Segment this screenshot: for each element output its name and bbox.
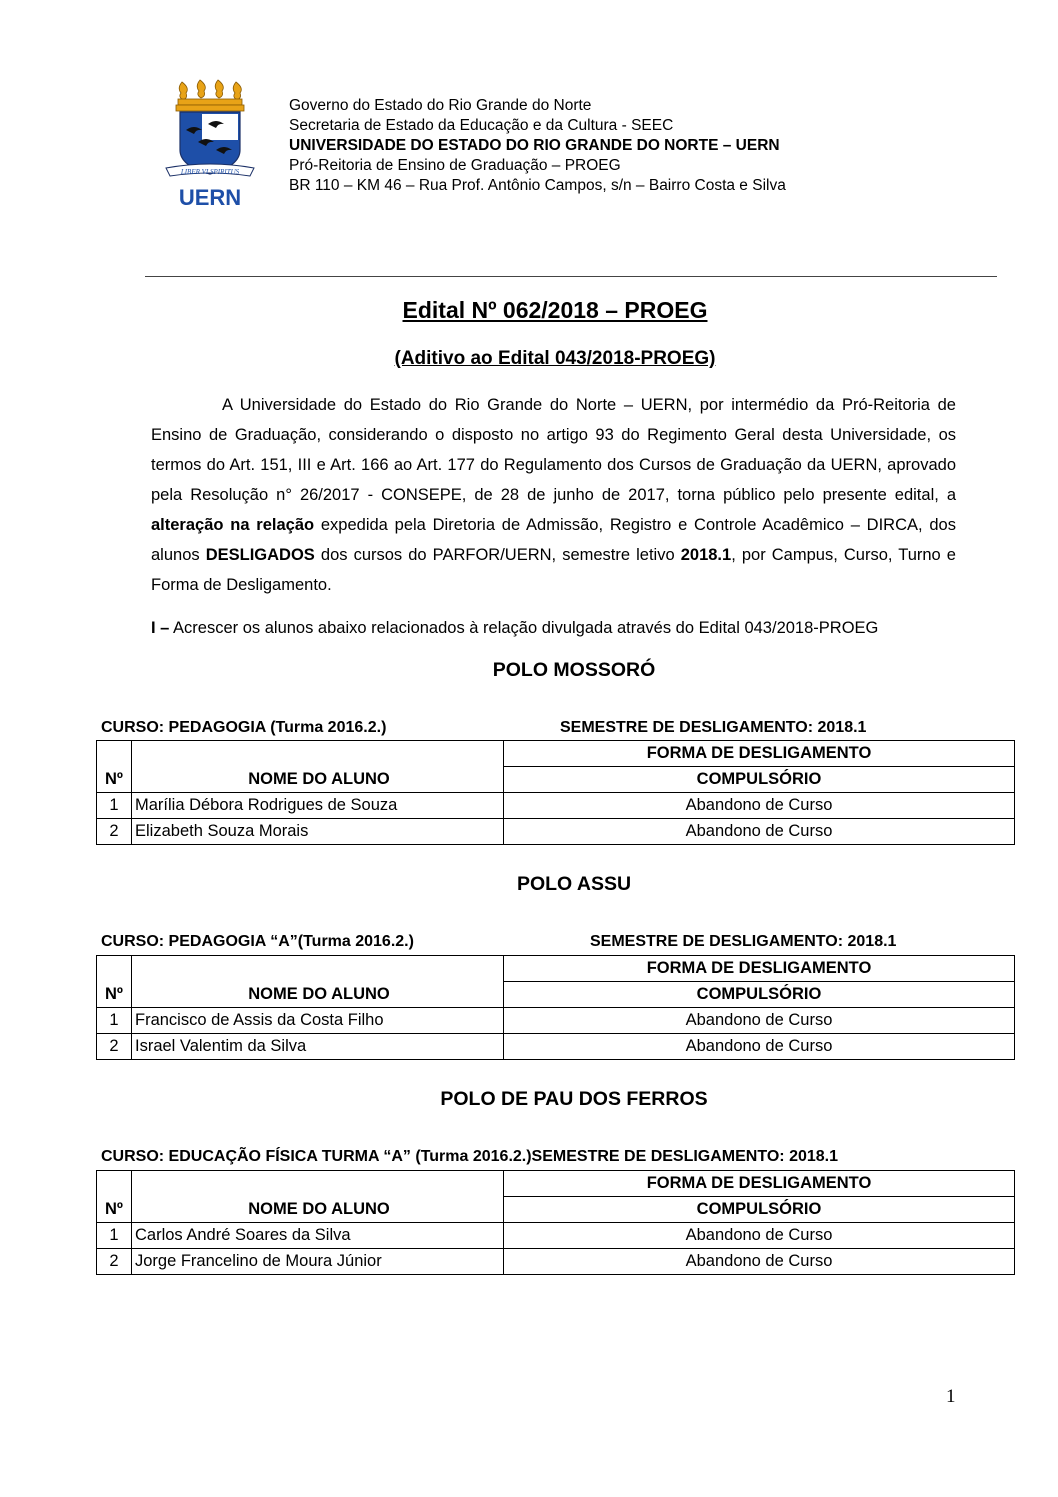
letterhead-line-2: Secretaria de Estado da Educação e da Cultura - SEEC: [289, 117, 674, 134]
header-num: Nº: [97, 1171, 132, 1223]
row-forma: Abandono de Curso: [504, 1034, 1015, 1060]
table-row: [97, 819, 1015, 845]
item-i: [151, 619, 878, 638]
row-num: 1: [97, 1223, 132, 1249]
table-row: [97, 1008, 1015, 1034]
svg-text:UERN: UERN: [178, 185, 242, 210]
letterhead-line-4: Pró-Reitoria de Ensino de Graduação – PROEG: [289, 157, 621, 174]
row-num: 2: [97, 819, 132, 845]
uern-logo: [160, 78, 260, 210]
header-compulsorio: COMPULSÓRIO: [504, 1197, 1015, 1223]
table-row: [97, 1223, 1015, 1249]
row-name: Elizabeth Souza Morais: [132, 819, 504, 845]
header-forma: FORMA DE DESLIGAMENTO: [504, 741, 1015, 767]
students-table: [96, 955, 1015, 1060]
row-name: Jorge Francelino de Moura Júnior: [132, 1249, 504, 1275]
document-subtitle: (Aditivo ao Edital 043/2018-PROEG): [394, 348, 716, 369]
row-num: 1: [97, 793, 132, 819]
table-row: [97, 1034, 1015, 1060]
body-text-1: A Universidade do Estado do Rio Grande do Norte – UERN, por intermédio da Pró-Reitoria de Ensino de Graduação, considerando o disposto no artigo 93 do Regimento Geral desta Universidade, os termos do Art. 151, III e Art. 166 ao Art. 177 do Regulamento dos Cursos de Graduação da UERN, aprovado pela Resolução n° 26/2017 - CONSEPE, de 28 de junho de 2017, torna público pelo presente edital, a: [151, 396, 956, 504]
body-bold-3: 2018.1: [680, 546, 732, 564]
header-name: NOME DO ALUNO: [132, 1171, 504, 1223]
curso-label: CURSO: EDUCAÇÃO FÍSICA TURMA “A” (Turma 2016.2.)SEMESTRE DE DESLIGAMENTO: 2018.1: [101, 1148, 838, 1165]
svg-text:LIBER VI SPIRITUS: LIBER VI SPIRITUS: [180, 168, 240, 176]
page-number: 1: [946, 1386, 956, 1407]
row-num: 2: [97, 1034, 132, 1060]
row-name: Israel Valentim da Silva: [132, 1034, 504, 1060]
body-text-2: expedida pela Diretoria de Admissão, Registro e Controle Acadêmico – DIRCA, dos alunos: [151, 516, 956, 564]
row-num: 1: [97, 1008, 132, 1034]
row-forma: Abandono de Curso: [504, 819, 1015, 845]
row-forma: Abandono de Curso: [504, 1008, 1015, 1034]
letterhead-line-1: Governo do Estado do Rio Grande do Norte: [289, 97, 592, 114]
students-table: [96, 740, 1015, 845]
header-compulsorio: COMPULSÓRIO: [504, 982, 1015, 1008]
header-forma: FORMA DE DESLIGAMENTO: [504, 956, 1015, 982]
uern-crest-icon: [160, 78, 260, 210]
semestre-label: SEMESTRE DE DESLIGAMENTO: 2018.1: [590, 933, 897, 950]
polo-heading: POLO DE PAU DOS FERROS: [440, 1088, 708, 1110]
row-name: Carlos André Soares da Silva: [132, 1223, 504, 1249]
item-i-prefix: I –: [151, 619, 170, 637]
letterhead-line-5: BR 110 – KM 46 – Rua Prof. Antônio Campos, s/n – Bairro Costa e Silva: [289, 177, 786, 194]
body-paragraph: [151, 390, 956, 600]
document-title: Edital Nº 062/2018 – PROEG: [402, 297, 708, 323]
header-divider: [145, 276, 997, 277]
polo-heading: POLO ASSU: [516, 873, 632, 895]
row-forma: Abandono de Curso: [504, 793, 1015, 819]
letterhead-line-3: UNIVERSIDADE DO ESTADO DO RIO GRANDE DO NORTE – UERN: [289, 137, 780, 154]
header-num: Nº: [97, 741, 132, 793]
header-compulsorio: COMPULSÓRIO: [504, 767, 1015, 793]
row-num: 2: [97, 1249, 132, 1275]
body-bold-1: alteração na relação: [151, 516, 315, 534]
table-row: [97, 1249, 1015, 1275]
semestre-label: SEMESTRE DE DESLIGAMENTO: 2018.1: [560, 719, 867, 736]
students-table: [96, 1170, 1015, 1275]
header-name: NOME DO ALUNO: [132, 741, 504, 793]
letterhead: [289, 96, 786, 196]
curso-label: CURSO: PEDAGOGIA “A”(Turma 2016.2.): [101, 933, 414, 950]
polo-heading: POLO MOSSORÓ: [492, 659, 656, 681]
body-bold-2: DESLIGADOS: [205, 546, 315, 564]
header-forma: FORMA DE DESLIGAMENTO: [504, 1171, 1015, 1197]
table-row: [97, 793, 1015, 819]
row-name: Francisco de Assis da Costa Filho: [132, 1008, 504, 1034]
row-name: Marília Débora Rodrigues de Souza: [132, 793, 504, 819]
body-text-4: , por Campus, Curso, Turno e Forma de Desligamento.: [151, 546, 956, 594]
row-forma: Abandono de Curso: [504, 1223, 1015, 1249]
header-num: Nº: [97, 956, 132, 1008]
header-name: NOME DO ALUNO: [132, 956, 504, 1008]
item-i-text: Acrescer os alunos abaixo relacionados à relação divulgada através do Edital 043/2018-PROEG: [169, 619, 879, 637]
body-text-3: dos cursos do PARFOR/UERN, semestre letivo: [314, 546, 681, 564]
row-forma: Abandono de Curso: [504, 1249, 1015, 1275]
curso-label: CURSO: PEDAGOGIA (Turma 2016.2.): [101, 719, 387, 736]
